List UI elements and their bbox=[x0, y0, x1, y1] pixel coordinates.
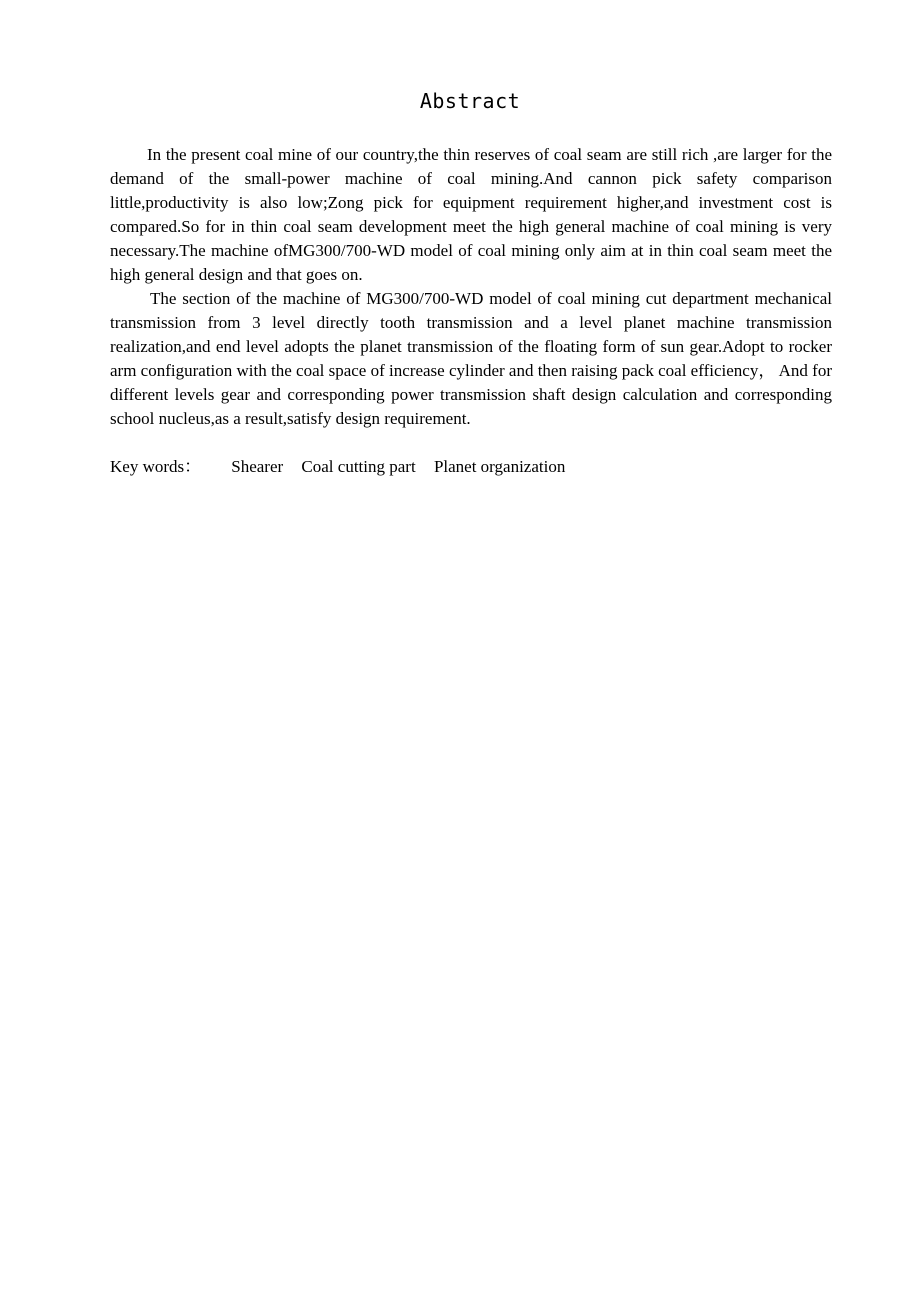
page-title: Abstract bbox=[419, 89, 521, 113]
abstract-paragraph-1: In the present coal mine of our country,the thin reserves of coal seam are still rich ,are larger for the demand of the small-power machine of coal mining.And cannon pick safety comparison little,productivity is also low;Zong pick for equipment requirement higher,and investment cost is compared.So for in thin coal seam development meet the high general machine of coal mining is very necessary.The machine ofMG300/700-WD model of coal mining only aim at in thin coal seam meet the high general design and that goes on. bbox=[110, 145, 832, 284]
keywords-line bbox=[110, 455, 832, 479]
keyword-item: Coal cutting part bbox=[301, 457, 416, 476]
keyword-item: Shearer bbox=[231, 457, 284, 476]
abstract-body bbox=[110, 143, 832, 431]
abstract-paragraph-2: The section of the machine of MG300/700-WD model of coal mining cut department mechanical transmission from 3 level directly tooth transmission and a level planet machine transmission realization,and end level adopts the planet transmission of the floating form of sun gear.Adopt to rocker arm configuration with the coal space of increase cylinder and then raising pack coal efficiency， And for different levels gear and corresponding power transmission shaft design calculation and corresponding school nucleus,as a result,satisfy design requirement. bbox=[110, 289, 832, 428]
keyword-item: Planet organization bbox=[433, 457, 566, 476]
keywords-label: Key words： bbox=[110, 457, 202, 476]
